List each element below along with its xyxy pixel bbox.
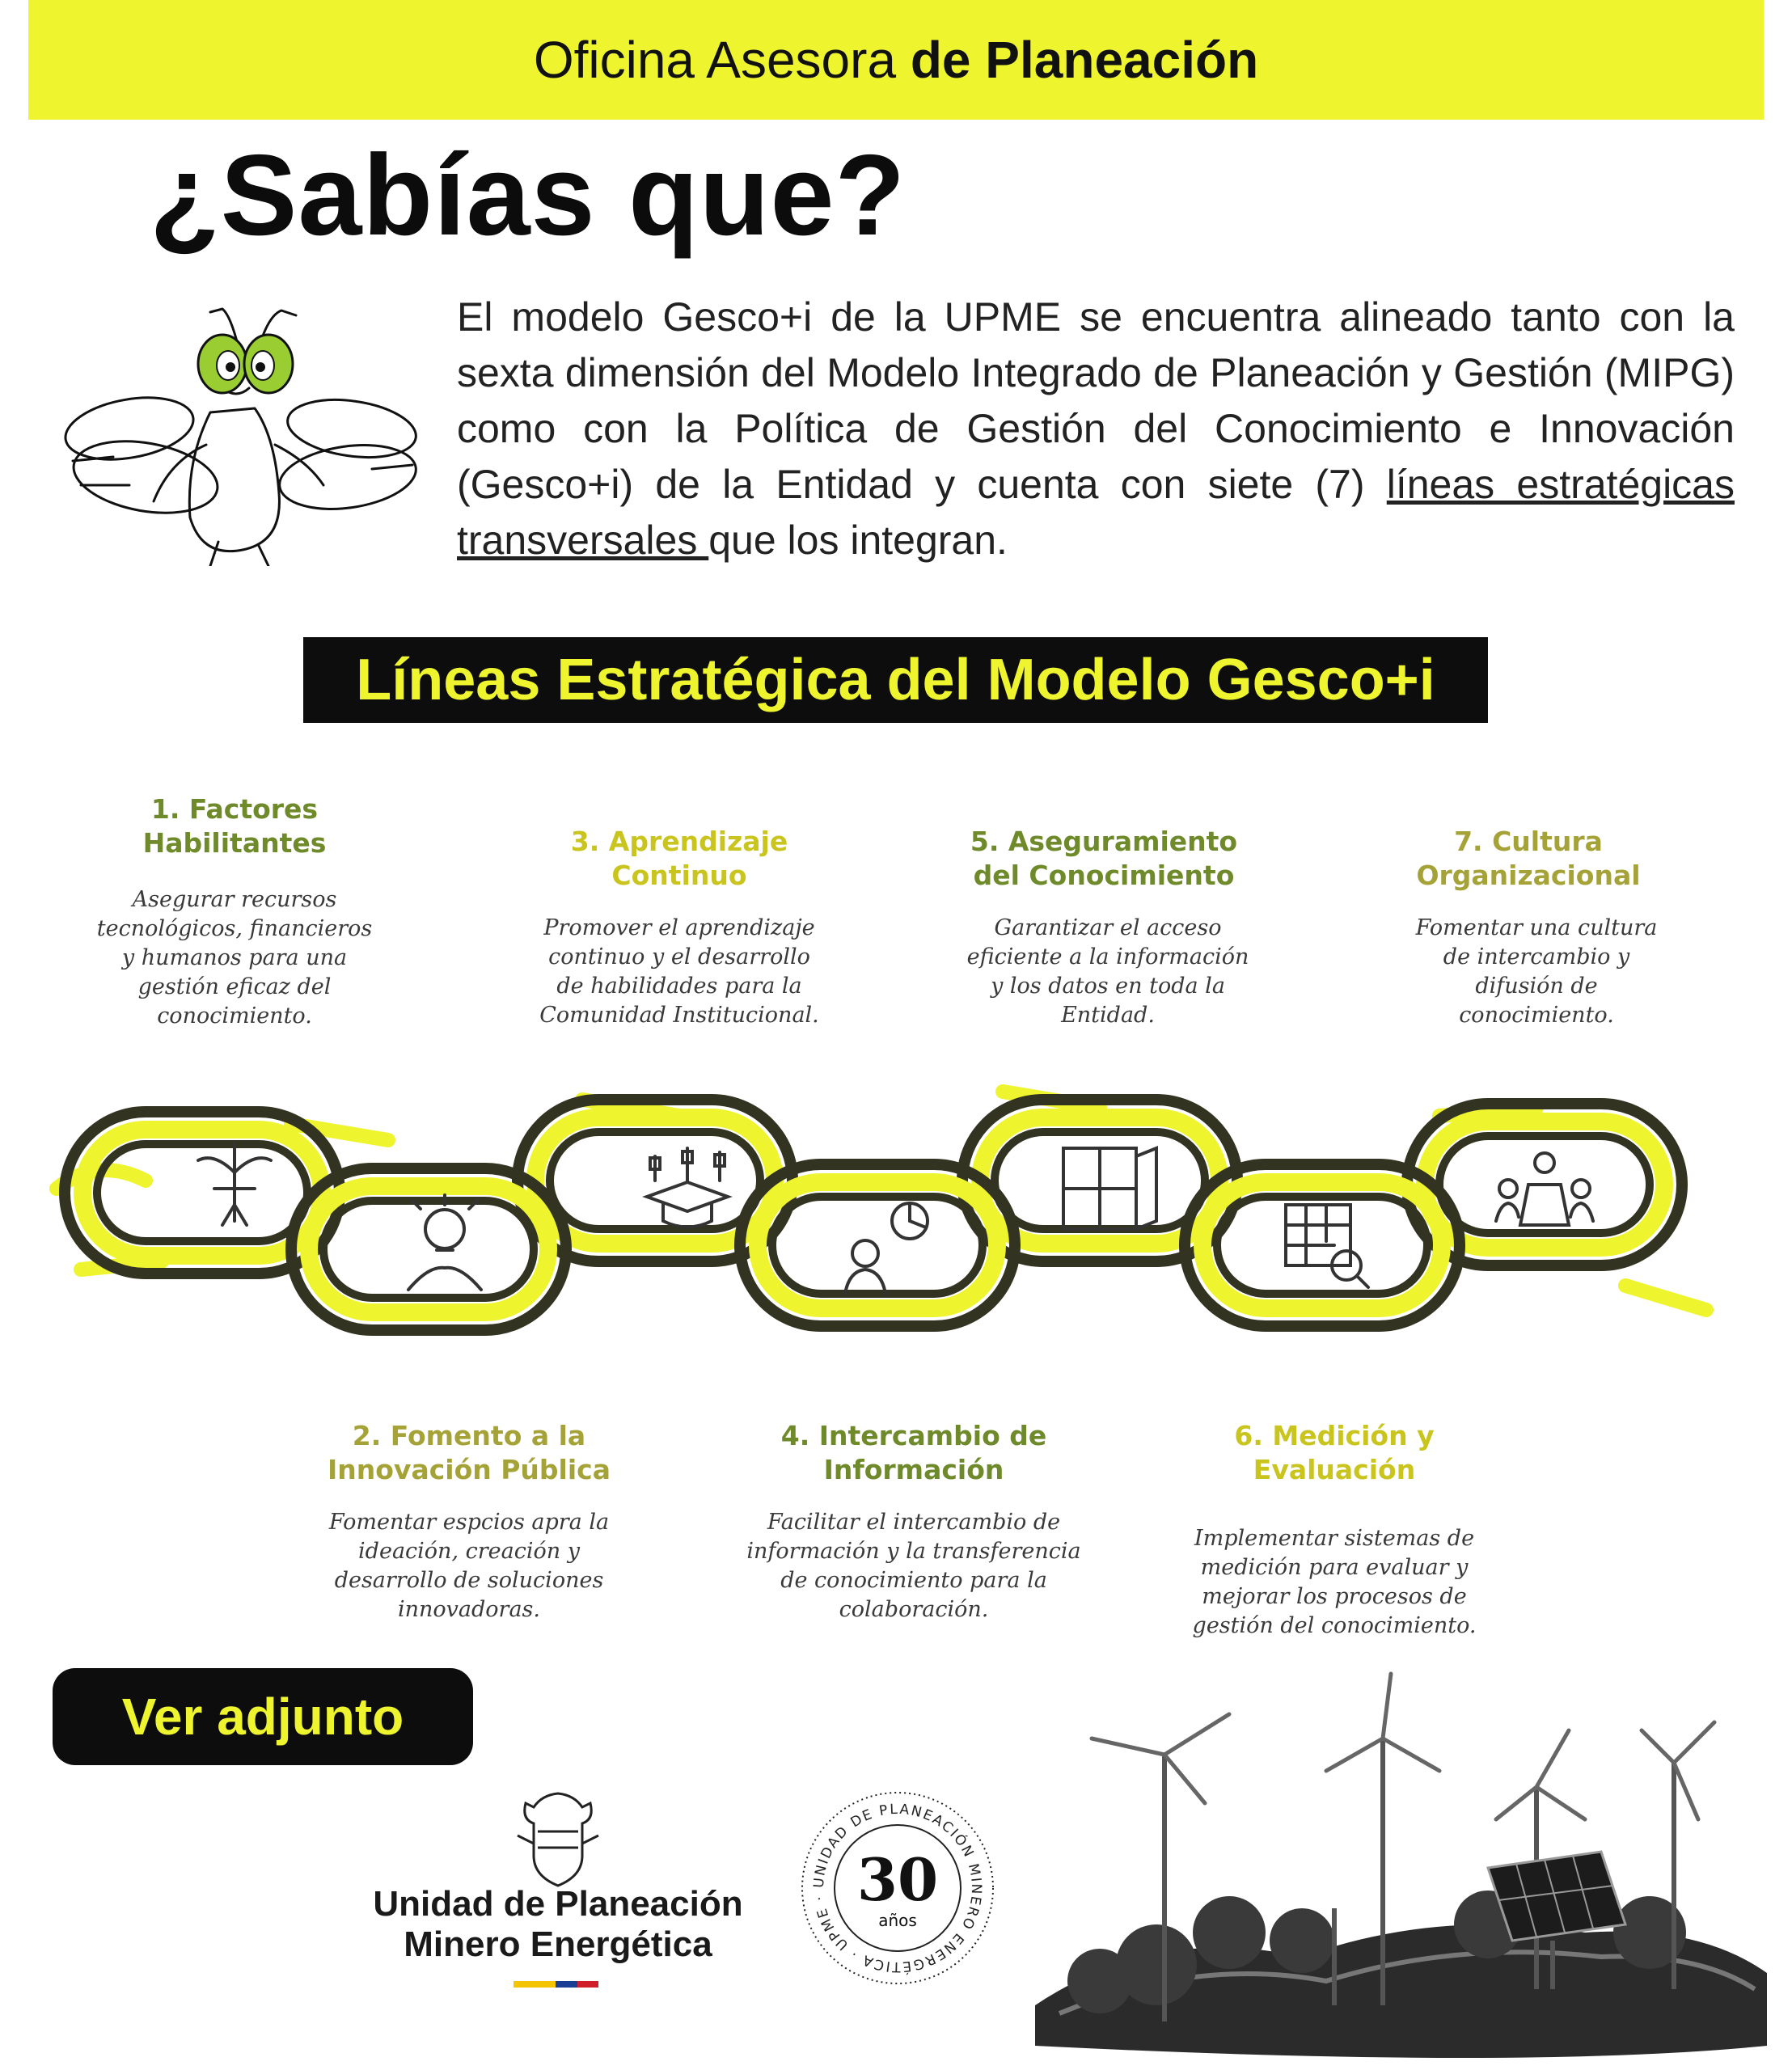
step-6-title: 6. Medición y Evaluación (1234, 1420, 1435, 1485)
step-1-title: 1. Factores Habilitantes (142, 793, 327, 859)
seal-subtitle: años (878, 1911, 917, 1930)
seal-ring-text: UNIDAD DE PLANEACIÓN MINERO ENERGÉTICA · UPME · (810, 1801, 985, 1975)
step-2-title: 2. Fomento a la Innovación Pública (328, 1420, 611, 1485)
person-chart-icon (845, 1203, 928, 1294)
seal-number: 30 (856, 1845, 939, 1914)
see-attachment-label: Ver adjunto (121, 1688, 404, 1746)
section-title: Líneas Estratégica del Modelo Gesco+i (356, 648, 1435, 712)
step-3-description: Promover el aprendizaje continuo y el desarrollo de habilidades para la Comunidad Institucional. (539, 915, 819, 1028)
table-magnifier-icon (1286, 1205, 1368, 1287)
team-meeting-icon (1496, 1153, 1593, 1225)
step-2-description: Fomentar espcios apra la ideación, creación y desarrollo de soluciones innovadoras. (328, 1510, 610, 1622)
step-7-description: Fomentar una cultura de intercambio y difusión de conocimiento. (1415, 915, 1658, 1028)
graduation-cap-icon (647, 1148, 728, 1227)
step-4-description: Facilitar el intercambio de información y la transferencia de conocimiento para la colaboración. (746, 1510, 1081, 1622)
step-5-title: 5. Aseguramiento del Conocimiento (970, 826, 1238, 891)
step-5-description: Garantizar el acceso eficiente a la información y los datos en toda la Entidad. (966, 915, 1249, 1028)
page-title: ¿Sabías que? (150, 131, 907, 260)
header-bar (28, 0, 1764, 120)
lightbulb-hand-icon (408, 1195, 481, 1290)
organization-name: Unidad de Planeación Minero Energética (373, 1884, 743, 1964)
step-1-description: Asegurar recursos tecnológicos, financieros y humanos para una gestión eficaz del conocimiento. (96, 887, 373, 1029)
colombia-flag-stripe (514, 1981, 598, 1988)
wind-farm-illustration (1035, 1666, 1767, 2070)
plant-roots-icon (198, 1144, 271, 1225)
strategic-lines-link[interactable]: líneas estratégicas transversales (457, 462, 1735, 563)
see-attachment-button[interactable] (53, 1668, 473, 1765)
step-7-title: 7. Cultura Organizacional (1416, 826, 1641, 891)
anniversary-seal (797, 1787, 999, 1989)
step-4-title: 4. Intercambio de Información (780, 1420, 1047, 1485)
section-title-box (303, 637, 1488, 723)
coat-of-arms-icon (509, 1787, 606, 1892)
intro-paragraph: El modelo Gesco+i de la UPME se encuentra alineado tanto con la sexta dimensión del Modelo Integrado de Planeación y Gestión (MIPG) como con la Política de Gestión del Conocimiento e Innovación (Gesco+i) de la Entidad y cuenta con siete (7) líneas estratégicas transversales que los integran. (457, 294, 1735, 563)
header-title: Oficina Asesora de Planeación (533, 31, 1259, 89)
fly-mascot-icon (57, 299, 429, 566)
step-6-description: Implementar sistemas de medición para evaluar y mejorar los procesos de gestión del conocimiento. (1192, 1526, 1477, 1638)
archive-cabinet-icon (1063, 1148, 1156, 1229)
chain-diagram (49, 1067, 1714, 1375)
step-3-title: 3. Aprendizaje Continuo (570, 826, 788, 891)
